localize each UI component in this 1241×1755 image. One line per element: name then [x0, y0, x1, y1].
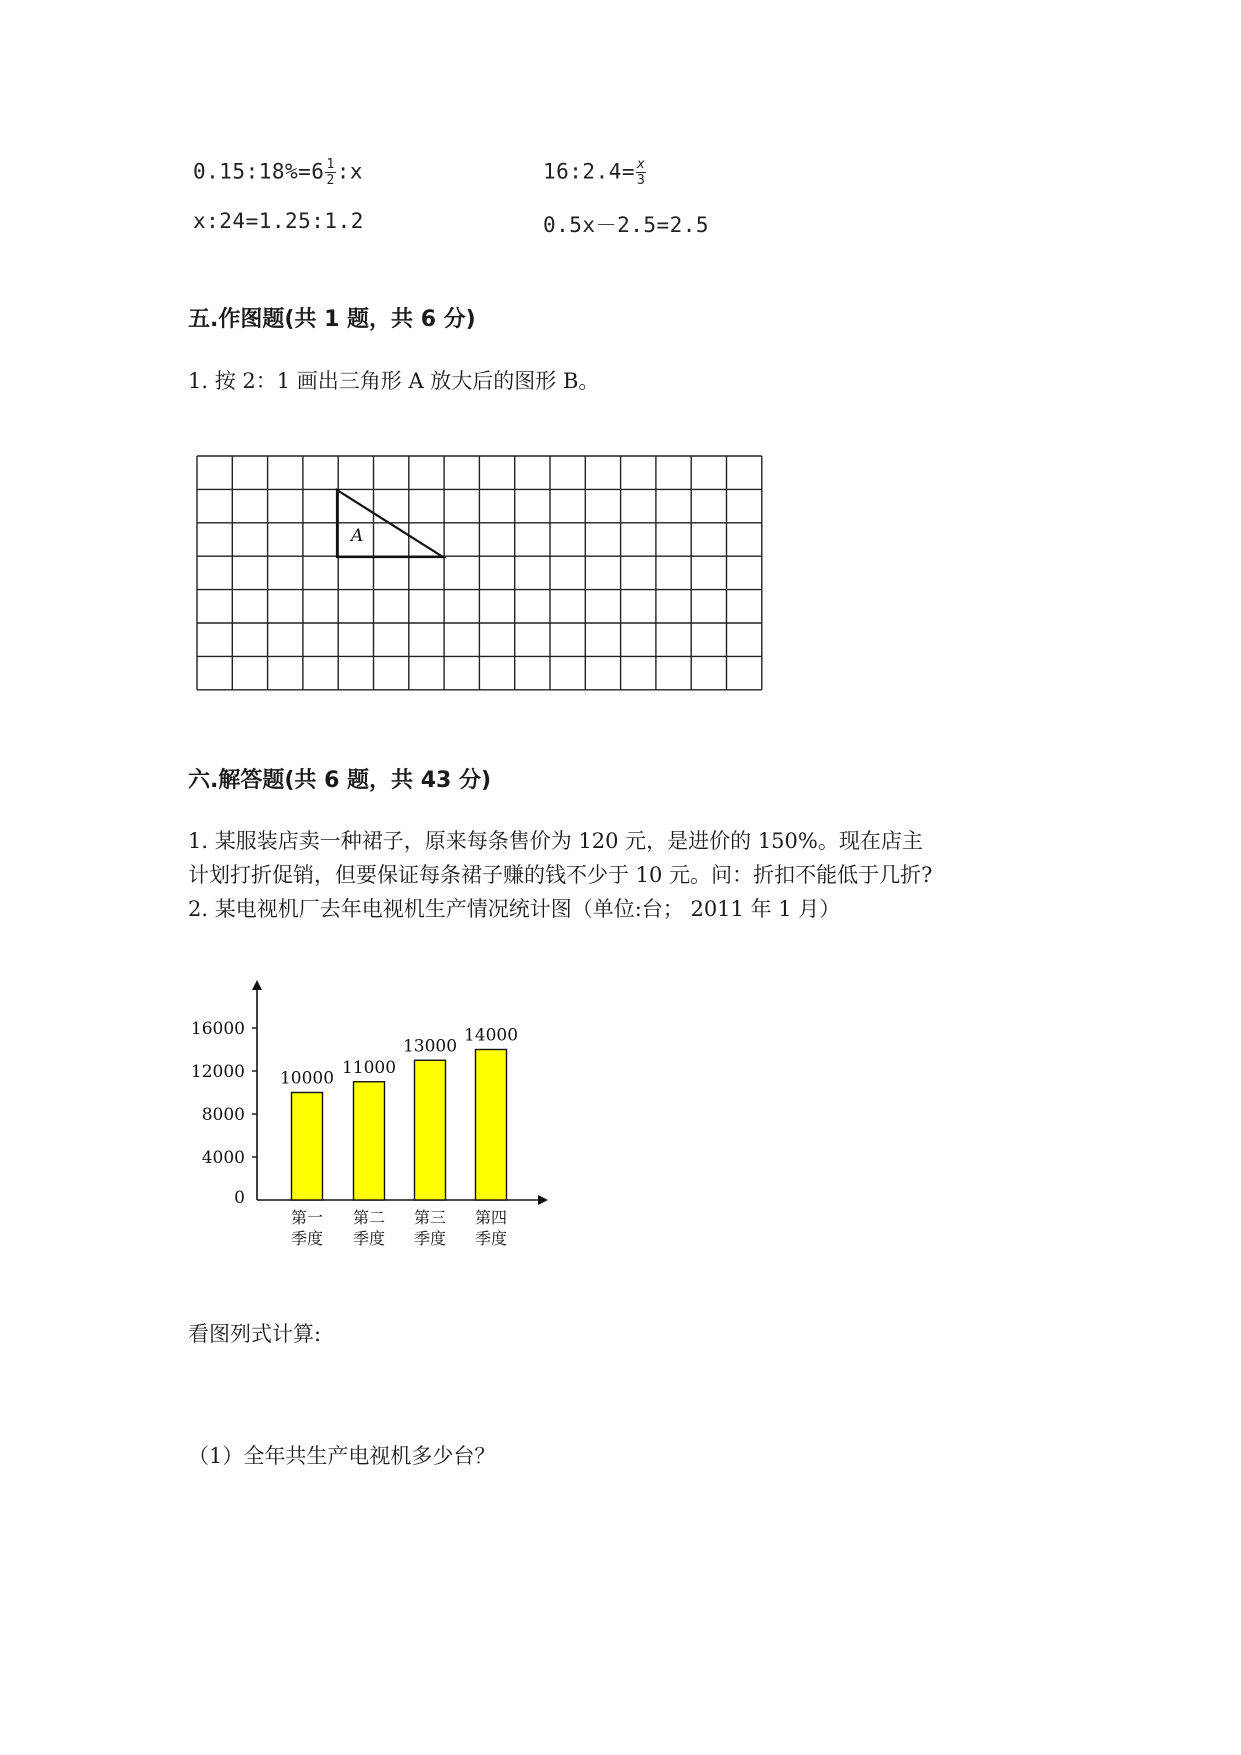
section-6-instruction: 看图列式计算: — [188, 1322, 322, 1346]
x-axis-arrow — [538, 1195, 548, 1205]
x-category-label-line-2: 季度 — [474, 1229, 508, 1248]
y-tick-label: 0 — [234, 1188, 245, 1208]
equation-1-right: :x — [336, 159, 364, 184]
x-category-label-line-2: 季度 — [290, 1229, 324, 1248]
triangle-a-label: A — [351, 526, 364, 546]
section-6-q2: 2. 某电视机厂去年电视机生产情况统计图（单位:台； 2011 年 1 月） — [188, 897, 841, 921]
y-tick-label: 12000 — [190, 1062, 245, 1082]
equation-1-left: 0.15:18%=6 — [193, 159, 325, 184]
bar — [354, 1082, 385, 1200]
x-category-label-line-1: 第三 — [413, 1208, 447, 1227]
equation-3: x:24=1.25:1.2 — [193, 209, 364, 233]
bar-data-label: 14000 — [463, 1025, 519, 1046]
x-category-label-line-1: 第一 — [290, 1208, 324, 1227]
x-category-label-line-2: 季度 — [352, 1229, 386, 1248]
drawing-grid — [196, 455, 764, 694]
y-axis-arrow — [252, 980, 262, 990]
section-6-heading: 六.解答题(共 6 题，共 43 分) — [188, 768, 492, 793]
equation-1 — [193, 157, 363, 188]
equation-2 — [543, 157, 647, 188]
x-category-label-line-2: 季度 — [413, 1229, 447, 1248]
equation-2-fraction — [636, 157, 646, 188]
y-tick-label: 8000 — [201, 1105, 245, 1125]
bar — [292, 1093, 323, 1201]
equation-4: 0.5x－2.5=2.5 — [543, 213, 710, 237]
bar-data-label: 11000 — [341, 1057, 397, 1078]
section-5-question-1: 1. 按 2：1 画出三角形 A 放大后的图形 B。 — [188, 369, 600, 393]
equation-2-frac-denominator: 3 — [637, 173, 646, 188]
equation-1-frac-denominator: 2 — [326, 173, 335, 188]
y-tick-label: 16000 — [190, 1019, 245, 1039]
bar — [415, 1060, 446, 1200]
grid-lines — [197, 456, 762, 690]
section-6-sub-question-1: （1）全年共生产电视机多少台？ — [188, 1444, 496, 1468]
bar-data-label: 13000 — [402, 1036, 458, 1057]
equation-2-frac-numerator: x — [637, 157, 646, 172]
section-6-q1-line-2: 计划打折促销，但要保证每条裙子赚的钱不少于 10 元。问：折扣不能低于几折? — [188, 863, 933, 887]
x-category-label-line-1: 第二 — [352, 1208, 386, 1227]
section-5-heading: 五.作图题(共 1 题，共 6 分) — [188, 307, 476, 332]
equation-1-frac-numerator: 1 — [326, 157, 335, 172]
bar — [476, 1050, 507, 1201]
bar-chart — [170, 965, 570, 1270]
y-tick-label: 4000 — [201, 1148, 245, 1168]
section-6-q1-line-1: 1. 某服装店卖一种裙子，原来每条售价为 120 元，是进价的 150%。现在店主 — [188, 829, 923, 853]
equation-2-left: 16:2.4= — [543, 159, 636, 184]
x-category-label-line-1: 第四 — [474, 1208, 508, 1227]
bar-data-label: 10000 — [279, 1068, 335, 1089]
equation-1-fraction — [325, 157, 335, 188]
